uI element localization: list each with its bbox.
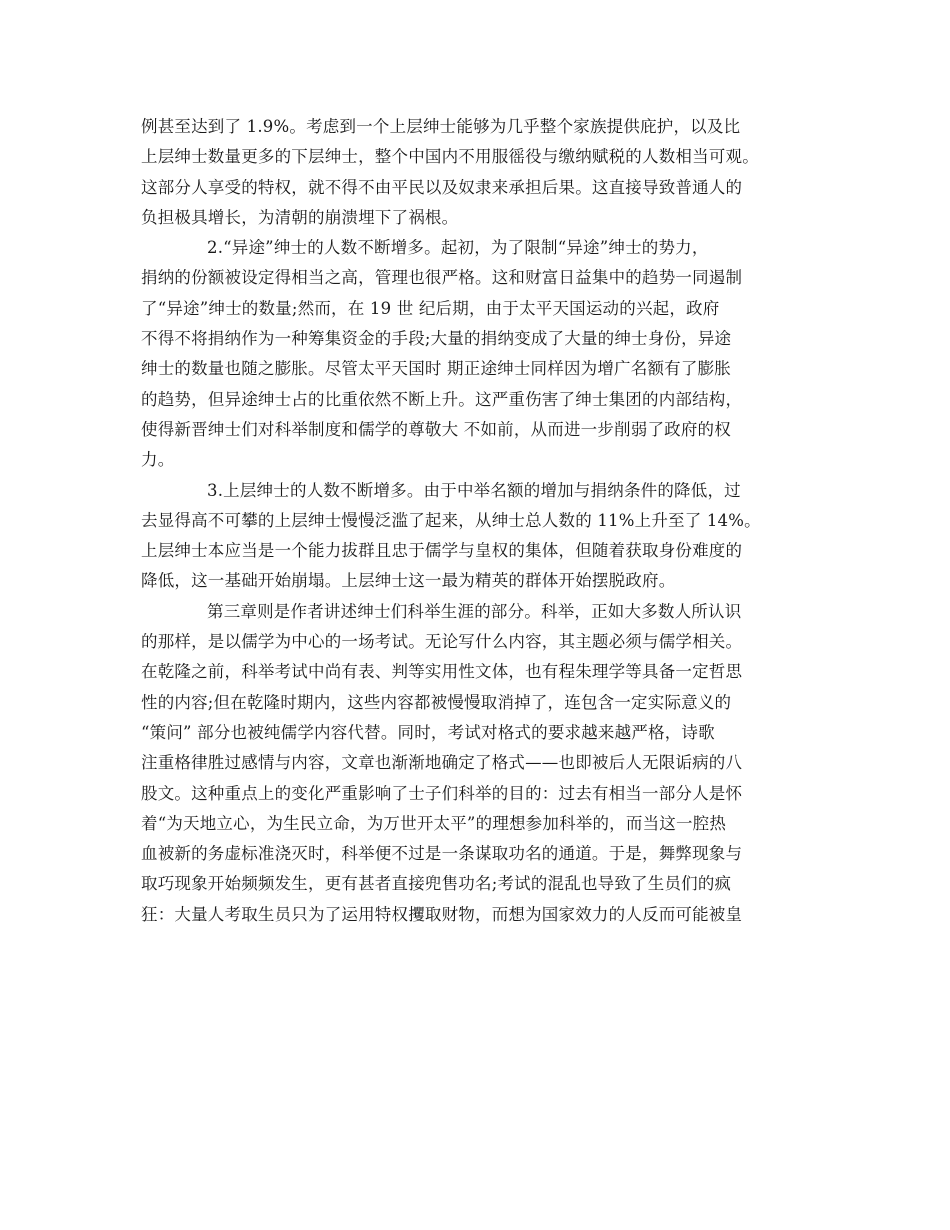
text-line: 捐纳的份额被设定得相当之高，管理也很严格。这和财富日益集中的趋势一同遏制 bbox=[141, 268, 743, 288]
text-line: 血被新的务虚标准浇灭时，科举便不过是一条谋取功名的通道。于是，舞弊现象与 bbox=[141, 844, 743, 864]
text-line: 力。 bbox=[141, 450, 175, 470]
text-line: 取巧现象开始频频发生，更有甚者直接兜售功名;考试的混乱也导致了生员们的疯 bbox=[141, 874, 732, 894]
text-line: 负担极具增长，为清朝的崩溃埋下了祸根。 bbox=[141, 207, 459, 227]
text-line: 上层绅士本应当是一个能力拔群且忠于儒学与皇权的集体，但随着获取身份难度的 bbox=[141, 541, 743, 561]
text-line: 3.上层绅士的人数不断增多。由于中举名额的增加与捐纳条件的降低，过 bbox=[207, 480, 741, 500]
paragraph-2 bbox=[141, 233, 821, 475]
text-line: 不得不将捐纳作为一种筹集资金的手段;大量的捐纳变成了大量的绅士身份，异途 bbox=[141, 329, 732, 349]
text-line: 第三章则是作者讲述绅士们科举生涯的部分。科举，正如大多数人所认识 bbox=[207, 601, 742, 621]
text-line: 去显得高不可攀的上层绅士慢慢泛滥了起来，从绅士总人数的 11%上升至了 14%。 bbox=[141, 510, 761, 530]
text-line: 绅士的数量也随之膨胀。尽管太平天国时 期正途绅士同样因为增广名额有了膨胀 bbox=[141, 359, 731, 379]
text-line: 的趋势，但异途绅士占的比重依然不断上升。这严重伤害了绅士集团的内部结构， bbox=[141, 389, 743, 409]
text-line: 着“为天地立心，为生民立命，为万世开太平”的理想参加科举的，而当这一腔热 bbox=[141, 813, 727, 833]
text-line: 性的内容;但在乾隆时期内，这些内容都被慢慢取消掉了，连包含一定实际意义的 bbox=[141, 692, 732, 712]
text-line: 在乾隆之前，科举考试中尚有表、判等实用性文体，也有程朱理学等具备一定哲思 bbox=[141, 662, 743, 682]
text-line: 这部分人享受的特权，就不得不由平民以及奴隶来承担后果。这直接导致普通人的 bbox=[141, 177, 743, 197]
text-line: 狂：大量人考取生员只为了运用特权攫取财物，而想为国家效力的人反而可能被皇 bbox=[141, 904, 743, 924]
text-line: 了“异途”绅士的数量;然而，在 19 世 纪后期，由于太平天国运动的兴起，政府 bbox=[141, 298, 720, 318]
document-body bbox=[141, 112, 821, 930]
text-line: 的那样，是以儒学为中心的一场考试。无论写什么内容，其主题必须与儒学相关。 bbox=[141, 632, 743, 652]
text-line: 上层绅士数量更多的下层绅士，整个中国内不用服徭役与缴纳赋税的人数相当可观。 bbox=[141, 147, 759, 167]
text-line: 股文。这种重点上的变化严重影响了士子们科举的目的：过去有相当一部分人是怀 bbox=[141, 783, 743, 803]
paragraph-1 bbox=[141, 112, 821, 233]
text-line: 使得新晋绅士们对科举制度和儒学的尊敬大 不如前，从而进一步削弱了政府的权 bbox=[141, 419, 731, 439]
text-line: 2.“异途”绅士的人数不断增多。起初，为了限制“异途”绅士的势力， bbox=[207, 238, 709, 258]
text-line: “策问” 部分也被纯儒学内容代替。同时，考试对格式的要求越来越严格，诗歌 bbox=[141, 722, 715, 742]
text-line: 例甚至达到了 1.9%。考虑到一个上层绅士能够为几乎整个家族提供庇护，以及比 bbox=[141, 117, 741, 136]
text-line: 降低，这一基础开始崩塌。上层绅士这一最为精英的群体开始摆脱政府。 bbox=[141, 571, 676, 591]
paragraph-3 bbox=[141, 476, 821, 597]
paragraph-4 bbox=[141, 597, 821, 930]
text-line: 注重格律胜过感情与内容，文章也渐渐地确定了格式——也即被后人无限诟病的八 bbox=[141, 753, 743, 773]
